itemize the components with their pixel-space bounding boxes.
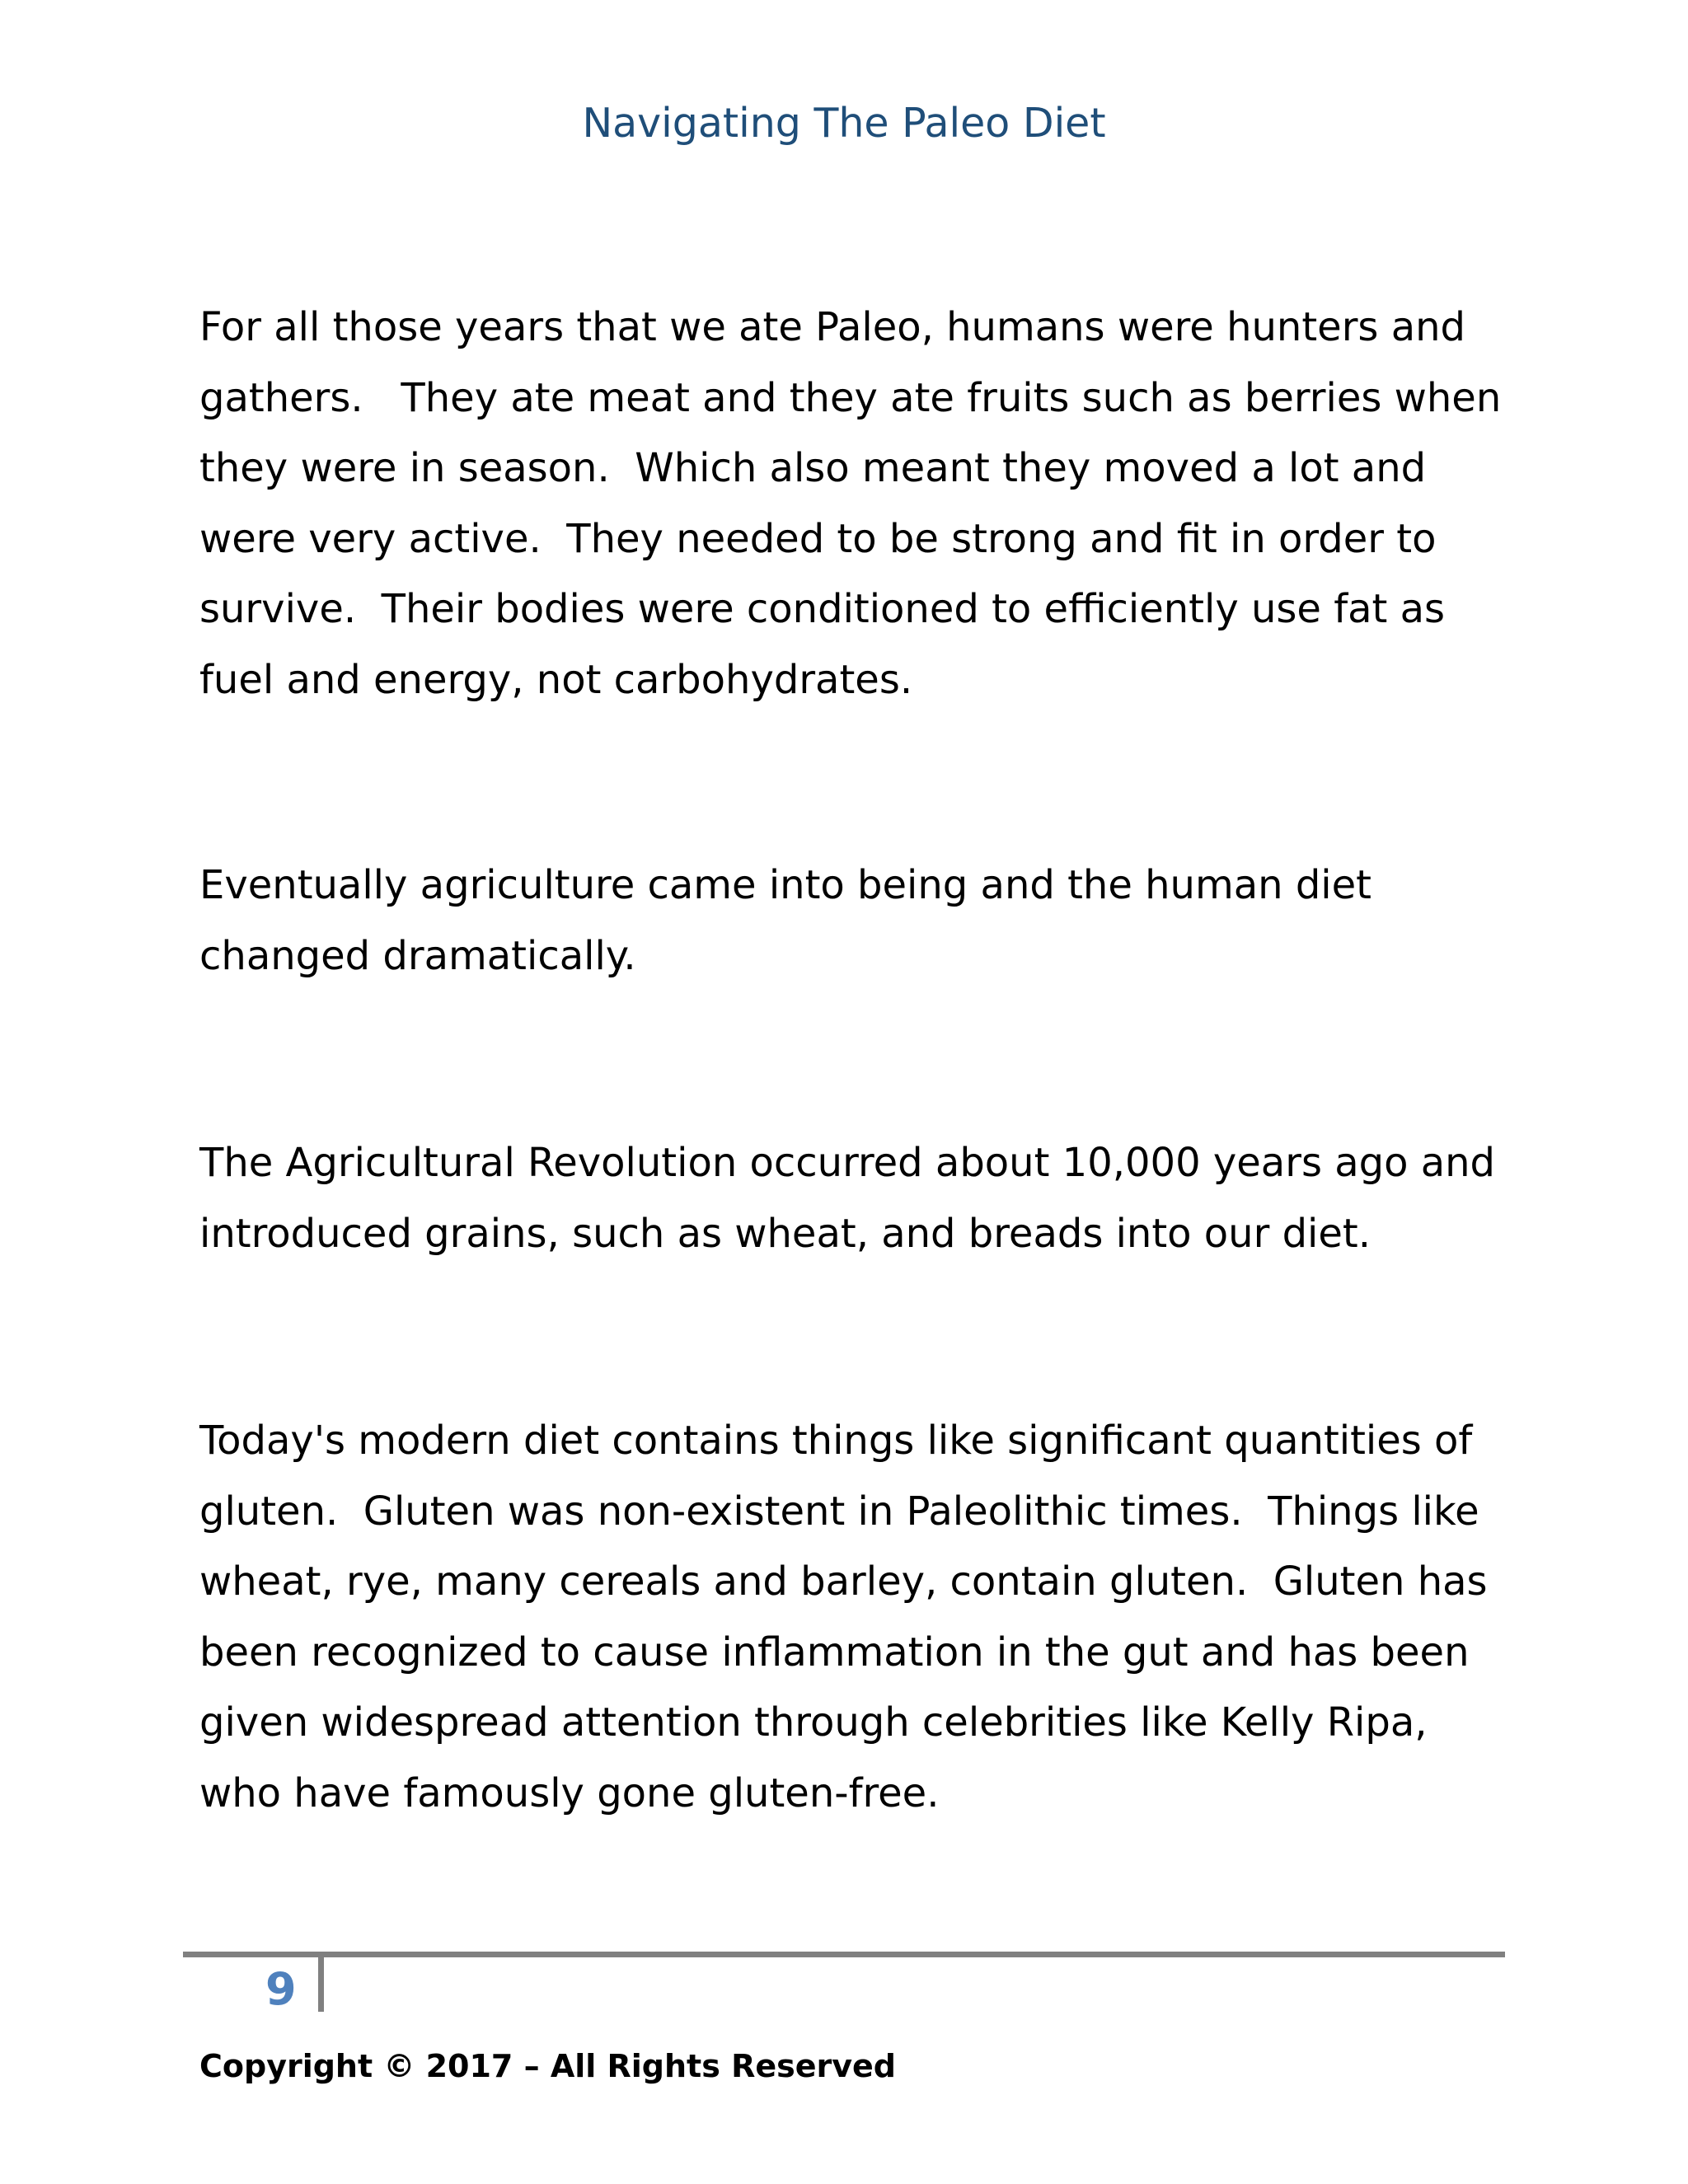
paragraph-line: For all those years that we ate Paleo, humans were hunters and [199,304,1465,350]
paragraph-line: who have famously gone gluten-free. [199,1769,940,1816]
paragraph-line: fuel and energy, not carbohydrates. [199,656,913,703]
paragraph-agricultural-revolution [199,1128,1535,1269]
paragraph-line: introduced grains, such as wheat, and breads into our diet. [199,1210,1371,1257]
paragraph-hunters-gatherers [199,293,1535,715]
page-number-divider [318,1957,324,2012]
paragraph-line: they were in season. Which also meant they moved a lot and [199,445,1427,491]
paragraph-line: wheat, rye, many cereals and barley, contain gluten. Gluten has [199,1558,1488,1605]
footer-divider [183,1952,1505,1957]
paragraph-line: Today's modern diet contains things like significant quantities of [199,1418,1473,1464]
paragraph-line: changed dramatically. [199,932,636,979]
copyright-notice: Copyright © 2017 – All Rights Reserved [199,2048,896,2084]
paragraph-line: survive. Their bodies were conditioned to efficiently use fat as [199,586,1446,632]
paragraph-agriculture [199,851,1535,991]
paragraph-line: gluten. Gluten was non-existent in Paleolithic times. Things like [199,1488,1479,1535]
paragraph-line: were very active. They needed to be strong and fit in order to [199,515,1437,562]
page-header-title: Navigating The Paleo Diet [582,100,1106,147]
paragraph-modern-diet-gluten [199,1406,1535,1829]
paragraph-line: given widespread attention through celebrities like Kelly Ripa, [199,1699,1428,1746]
paragraph-line: been recognized to cause inflammation in the gut and has been [199,1629,1470,1675]
paragraph-line: Eventually agriculture came into being and the human diet [199,862,1372,908]
paragraph-line: The Agricultural Revolution occurred about 10,000 years ago and [199,1140,1496,1186]
paragraph-line: gathers. They ate meat and they ate fruits such as berries when [199,374,1502,421]
page-number: 9 [265,1963,297,2015]
